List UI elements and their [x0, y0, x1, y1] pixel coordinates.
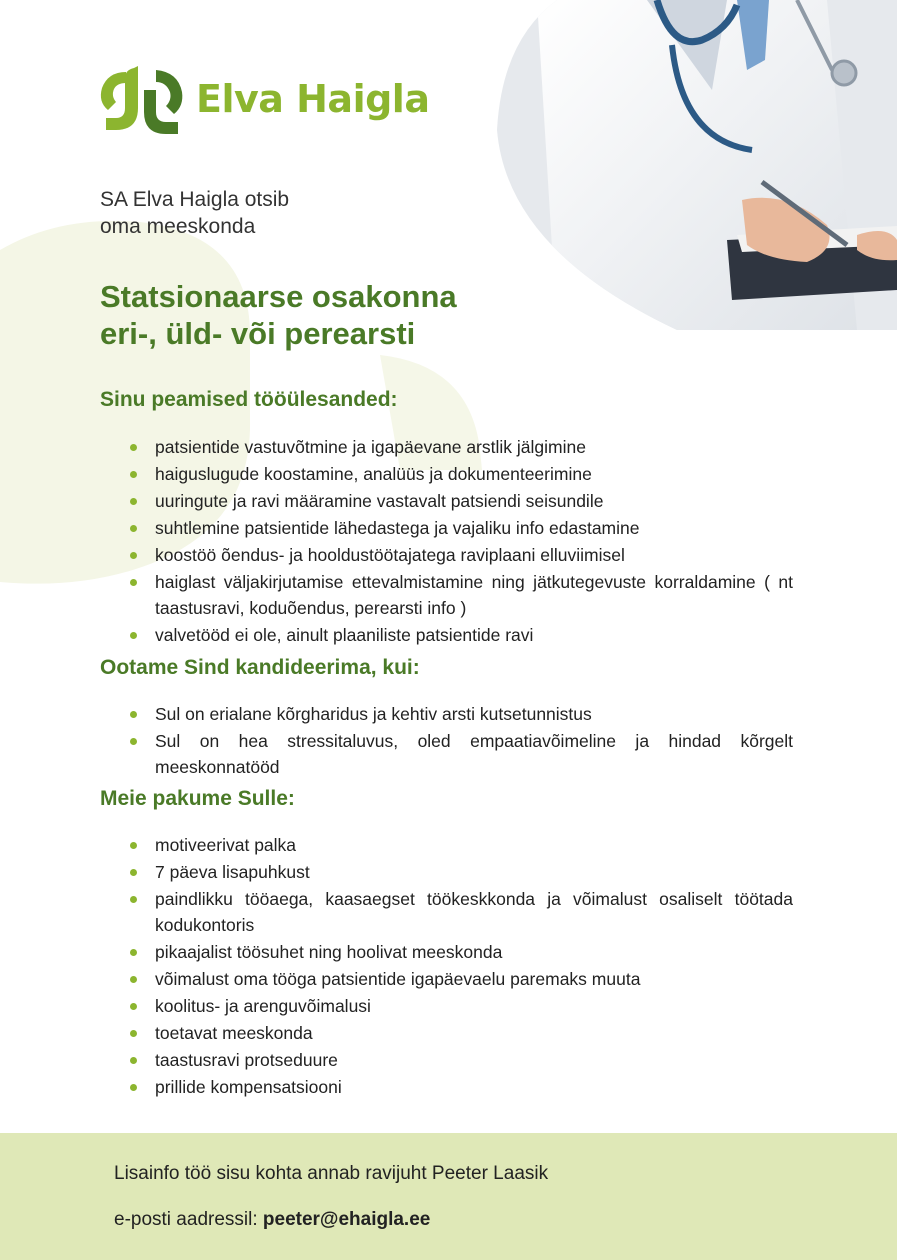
- email-address[interactable]: peeter@ehaigla.ee: [262, 1209, 431, 1230]
- list-item: patsientide vastuvõtmine ja igapäevane arstlik jälgimine: [130, 434, 793, 460]
- job-title-line: eri-, üld- või perearsti: [100, 316, 416, 351]
- duties-list: [130, 434, 793, 649]
- list-item: Sul on erialane kõrgharidus ja kehtiv arsti kutsetunnistus: [130, 701, 793, 727]
- list-item: motiveerivat palka: [130, 832, 793, 858]
- job-title: [100, 278, 457, 352]
- contact-info: Lisainfo töö sisu kohta annab ravijuht Peeter Laasik: [114, 1163, 549, 1184]
- intro-text: [100, 186, 289, 240]
- requirements-list: [130, 701, 793, 781]
- list-item: toetavat meeskonda: [130, 1020, 793, 1046]
- duties-heading: Sinu peamised tööülesanded:: [100, 388, 398, 411]
- offer-list: [130, 832, 793, 1101]
- list-item: suhtlemine patsientide lähedastega ja vajaliku info edastamine: [130, 515, 793, 541]
- list-item: võimalust oma tööga patsientide igapäevaelu paremaks muuta: [130, 966, 793, 992]
- intro-line: SA Elva Haigla otsib: [100, 188, 290, 211]
- list-item: prillide kompensatsiooni: [130, 1074, 793, 1100]
- list-item: koolitus- ja arenguvõimalusi: [130, 993, 793, 1019]
- doctor-photo: [497, 0, 897, 330]
- list-item: paindlikku tööaega, kaasaegset töökeskkonda ja võimalust osaliselt töötada kodukontoris: [130, 886, 793, 938]
- contact-email-line: [114, 1209, 430, 1231]
- logo-text: Elva Haigla: [196, 77, 430, 121]
- offer-heading: Meie pakume Sulle:: [100, 787, 295, 810]
- list-item: pikaajalist töösuhet ning hoolivat meeskonda: [130, 939, 793, 965]
- job-title-line: Statsionaarse osakonna: [100, 279, 457, 314]
- list-item: valvetööd ei ole, ainult plaaniliste patsientide ravi: [130, 622, 793, 648]
- elva-haigla-logo-icon: [98, 62, 184, 136]
- list-item: Sul on hea stressitaluvus, oled empaatiavõimeline ja hindad kõrgelt meeskonnatööd: [130, 728, 793, 780]
- contact-footer: [0, 1133, 897, 1260]
- list-item: haiguslugude koostamine, analüüs ja dokumenteerimine: [130, 461, 793, 487]
- intro-line: oma meeskonda: [100, 215, 256, 238]
- list-item: koostöö õendus- ja hooldustöötajatega raviplaani elluviimisel: [130, 542, 793, 568]
- list-item: taastusravi protseduure: [130, 1047, 793, 1073]
- list-item: 7 päeva lisapuhkust: [130, 859, 793, 885]
- requirements-heading: Ootame Sind kandideerima, kui:: [100, 656, 420, 679]
- logo: [98, 62, 429, 136]
- email-label: e-posti aadressil:: [114, 1209, 263, 1230]
- list-item: haiglast väljakirjutamise ettevalmistamine ning jätkutegevuste korraldamine ( nt taastusravi, koduõendus, perearsti info ): [130, 569, 793, 621]
- list-item: uuringute ja ravi määramine vastavalt patsiendi seisundile: [130, 488, 793, 514]
